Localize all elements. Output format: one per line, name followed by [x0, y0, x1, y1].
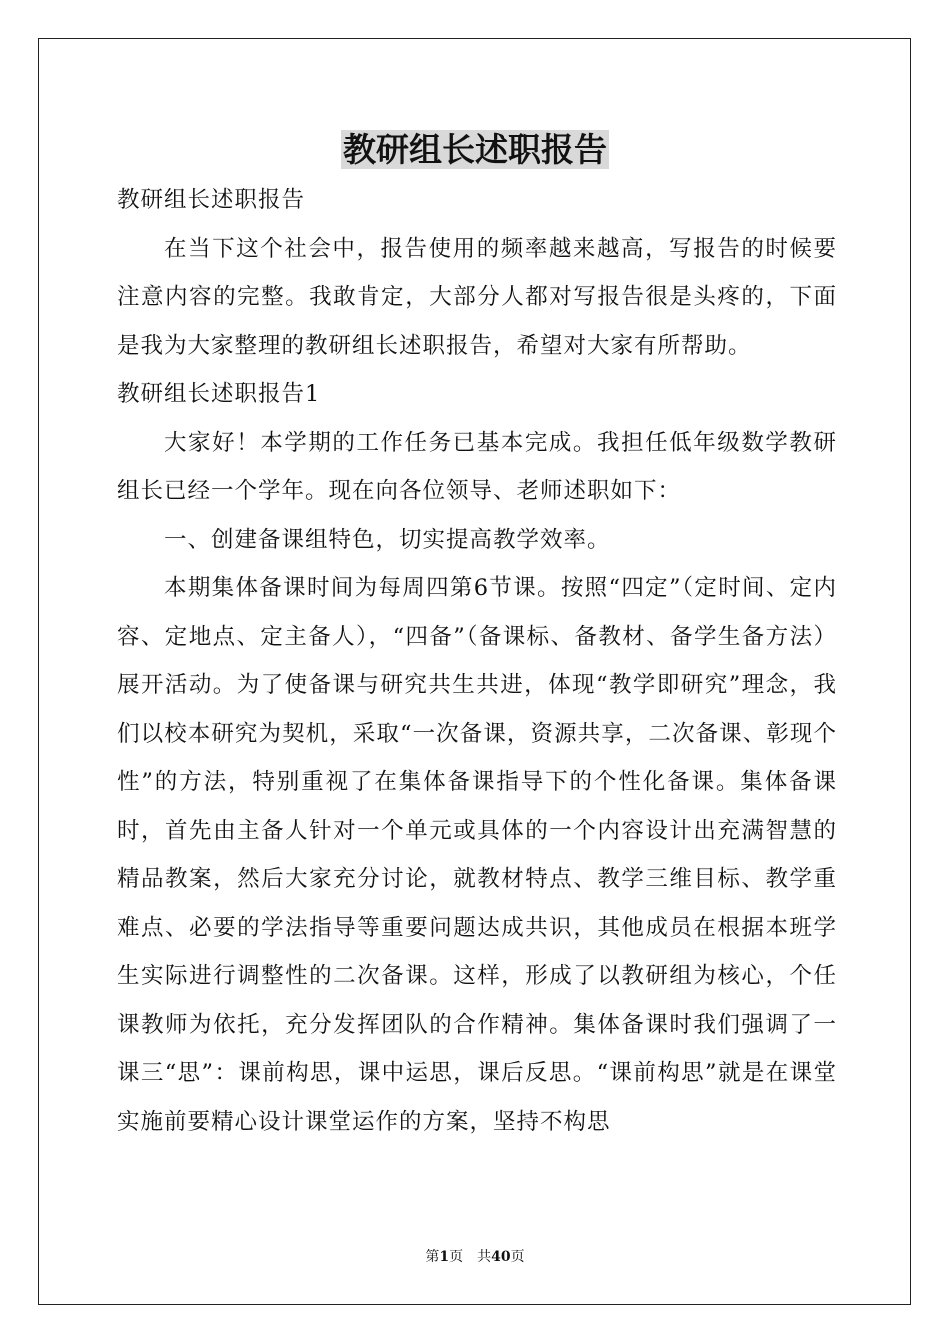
document-title-text: 教研组长述职报告 [343, 130, 607, 169]
page-total: 40 [491, 1249, 511, 1265]
page-current: 1 [439, 1249, 450, 1265]
intro-paragraph: 在当下这个社会中，报告使用的频率越来越高，写报告的时候要注意内容的完整。我敢肯定，大部分人都对写报告很是头疼的，下面是我为大家整理的教研组长述职报告，希望对大家有所帮助。 [117, 235, 837, 359]
page-footer [0, 1248, 950, 1266]
page-mid: 页 共 [449, 1249, 492, 1265]
section-heading: 教研组长述职报告1 [117, 381, 321, 407]
point-one-heading: 一、创建备课组特色，切实提高教学效率。 [164, 526, 611, 553]
greeting-paragraph: 大家好！本学期的工作任务已基本完成。我担任低年级数学教研组长已经一个学年。现在向各位领导、老师述职如下： [117, 429, 837, 504]
page-prefix: 第 [425, 1249, 440, 1265]
document-body [117, 176, 837, 1146]
body-paragraph: 本期集体备课时间为每周四第6节课。按照“四定”（定时间、定内容、定地点、定主备人），“四备”（备课标、备教材、备学生备方法）展开活动。为了使备课与研究共生共进，体现“教学即研究”理念，我们以校本研究为契机，采取“一次备课，资源共享，二次备课、彰现个性”的方法，特别重视了在集体备课指导下的个性化备课。集体备课时，首先由主备人针对一个单元或具体的一个内容设计出充满智慧的精品教案，然后大家充分讨论，就教材特点、教学三维目标、教学重难点、必要的学法指导等重要问题达成共识，其他成员在根据本班学生实际进行调整性的二次备课。这样，形成了以教研组为核心，个任课教师为依托，充分发挥团队的合作精神。集体备课时我们强调了一课三“思”：课前构思，课中运思，课后反思。“课前构思”就是在课堂实施前要精心设计课堂运作的方案，坚持不构思 [117, 575, 837, 1135]
page-suffix: 页 [510, 1249, 525, 1265]
document-title [0, 128, 950, 172]
subtitle: 教研组长述职报告 [117, 187, 306, 213]
